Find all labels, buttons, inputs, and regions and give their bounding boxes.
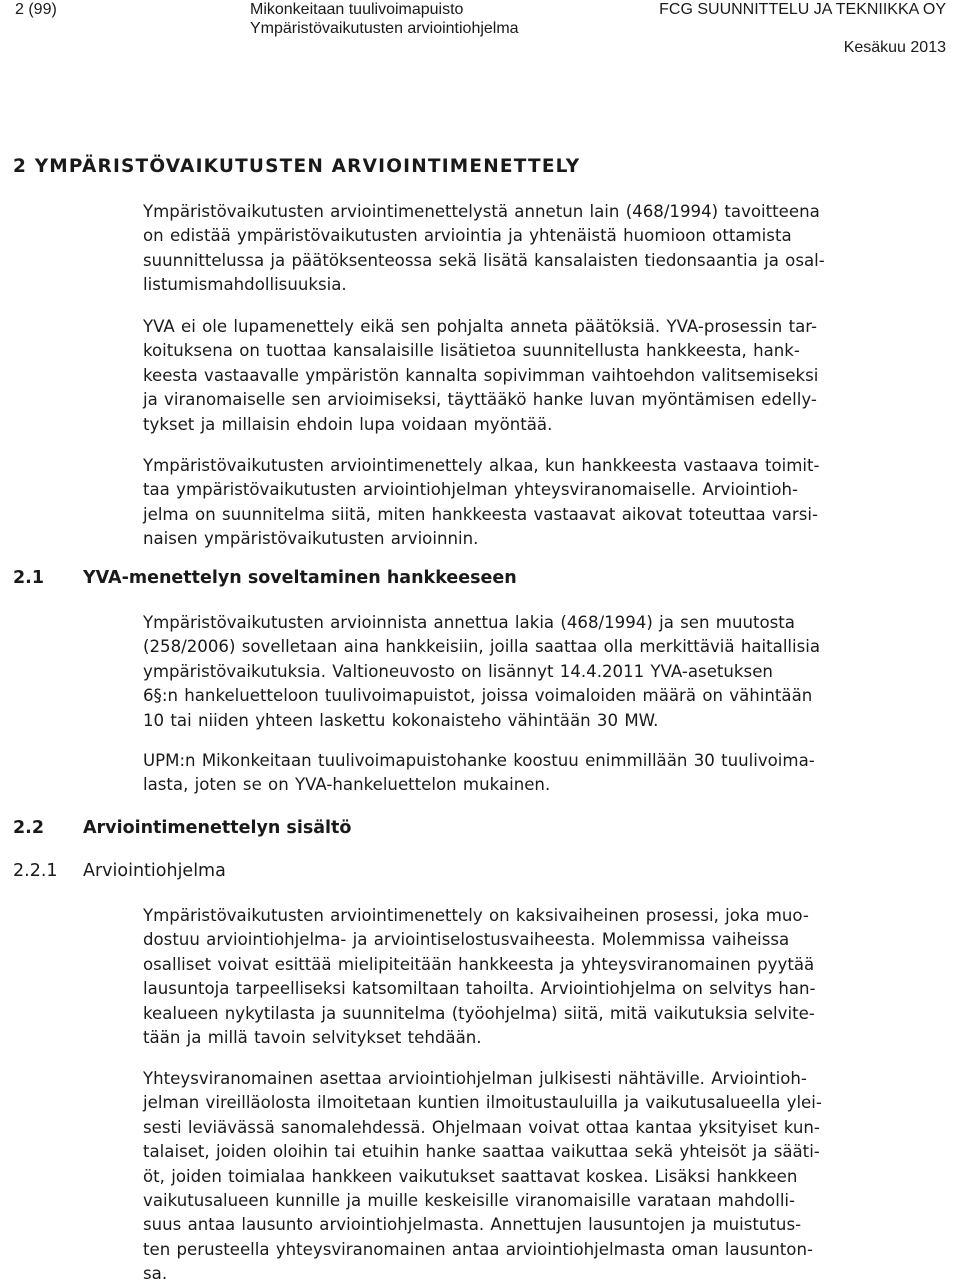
text-line: öt, joiden toimialaa hankkeen vaikutukset saattavat koskea. Lisäksi hankkeen [143,1166,798,1186]
text-line: keesta vastaavalle ympäristön kannalta sopivimman vaihtoehdon valitsemiseksi [143,365,819,385]
text-line: naisen ympäristövaikutusten arvioinnin. [143,529,479,549]
paragraph [143,904,943,1050]
section-heading-2-1 [13,568,517,588]
text-line: UPM:n Mikonkeitaan tuulivoimapuistohanke koostuu enimmillään 30 tuulivoima- [143,751,815,770]
text-line: jelma on suunnitelma siitä, miten hankkeesta vastaavat aikovat toteuttaa varsi- [143,504,818,524]
text-line: on edistää ympäristövaikutusten arviointia ja yhtenäistä huomioon ottamista [143,226,792,246]
text-line: tykset ja millaisin ehdoin lupa voidaan myöntää. [143,414,553,434]
text-line: vaikutusalueen kunnille ja muille keskeisille viranomaisille varataan mahdolli- [143,1191,796,1211]
document-name: Ympäristövaikutusten arviointiohjelma [250,20,519,37]
paragraph [143,454,943,552]
paragraph [143,1067,943,1287]
text-line: talaiset, joiden oloihin tai etuihin hanke saattaa vaikuttaa sekä yhteisöt ja sääti- [143,1142,820,1162]
text-line: sesti leviävässä sanomalehdessä. Ohjelmaan voivat ottaa kantaa yksityiset kun- [143,1117,820,1137]
text-line: suus antaa lausunto arviointiohjelmasta. Annettujen lausuntojen ja muistutus- [143,1215,802,1235]
text-line: ympäristövaikutuksia. Valtioneuvosto on lisännyt 14.4.2011 YVA-asetuksen [143,661,773,681]
text-line: Ympäristövaikutusten arviointimenettely on kaksivaiheinen prosessi, joka muo- [143,906,809,925]
section-title: YVA-menettelyn soveltaminen hankkeeseen [83,568,517,588]
text-line: Yhteysviranomainen asettaa arviointiohjelman julkisesti nähtäville. Arviointioh- [143,1069,807,1088]
section-title: Arviointiohjelma [83,861,226,881]
paragraph [143,315,943,437]
text-line: osalliset voivat esittää mielipiteitään hankkeesta ja yhteysviranomainen pyytää [143,954,815,974]
text-line: tään ja millä tavoin selvitykset tehdään. [143,1028,482,1048]
project-name: Mikonkeitaan tuulivoimapuisto [250,1,464,18]
text-line: suunnittelussa ja päätöksenteossa sekä lisätä kansalaisten tiedonsaantia ja osal- [143,250,825,270]
text-line: (258/2006) sovelletaan aina hankkeisiin, joilla saattaa olla merkittäviä haitallisia [143,637,821,657]
text-line: 6§:n hankeluetteloon tuulivoimapuistot, joissa voimaloiden määrä on vähintään [143,686,813,706]
text-line: jelman vireilläolosta ilmoitetaan kuntien ilmoitustauluilla ja vaikutusalueella ylei- [143,1093,822,1113]
text-line: ten perusteella yhteysviranomainen antaa arviointiohjelmasta oman lausunton- [143,1239,813,1259]
text-line: 10 tai niiden yhteen laskettu kokonaisteho vähintään 30 MW. [143,710,659,730]
section-heading-2-2-1 [13,861,226,881]
text-line: dostuu arviointiohjelma- ja arviointiselostusvaiheesta. Molemmissa vaiheissa [143,930,790,950]
text-line: taa ympäristövaikutusten arviointiohjelman yhteysviranomaiselle. Arviointioh- [143,480,799,500]
text-line: Ympäristövaikutusten arviointimenettelystä annetun lain (468/1994) tavoitteena [143,202,820,221]
company-name: FCG SUUNNITTELU JA TEKNIIKKA OY [659,1,946,18]
section-heading-2-2 [13,818,351,838]
page-number: 2 (99) [15,1,57,18]
page-header [0,0,960,66]
text-line: koituksena on tuottaa kansalaisille lisätietoa suunnitellusta hankkeesta, hank- [143,341,800,361]
text-line: Ympäristövaikutusten arviointimenettely alkaa, kun hankkeesta vastaava toimit- [143,456,820,475]
text-line: sa. [143,1264,168,1284]
text-line: lasta, joten se on YVA-hankeluettelon mukainen. [143,775,551,795]
text-line: Ympäristövaikutusten arvioinnista annettua lakia (468/1994) ja sen muutosta [143,613,795,632]
text-line: listumismahdollisuuksia. [143,275,347,295]
section-number: 2.2 [13,818,45,838]
text-line: YVA ei ole lupamenettely eikä sen pohjalta anneta päätöksiä. YVA-prosessin tar- [143,317,817,336]
section-title: Arviointimenettelyn sisältö [83,818,352,838]
text-line: lausuntoja tarpeelliseksi katsomiltaan tahoilta. Arviointiohjelma on selvitys han- [143,979,816,999]
text-line: kealueen nykytilasta ja suunnitelma (työohjelma) siitä, mitä vaikutuksia selvite- [143,1003,815,1023]
section-number: 2.2.1 [13,861,58,881]
document-date: Kesäkuu 2013 [843,39,946,56]
section-number: 2.1 [13,568,45,588]
paragraph [143,611,943,733]
chapter-heading: 2 YMPÄRISTÖVAIKUTUSTEN ARVIOINTIMENETTELY [13,156,581,177]
text-line: ja viranomaiselle sen arvioimiseksi, täyttääkö hanke luvan myöntämisen edelly- [143,390,817,410]
paragraph [143,200,943,298]
paragraph [143,749,943,798]
